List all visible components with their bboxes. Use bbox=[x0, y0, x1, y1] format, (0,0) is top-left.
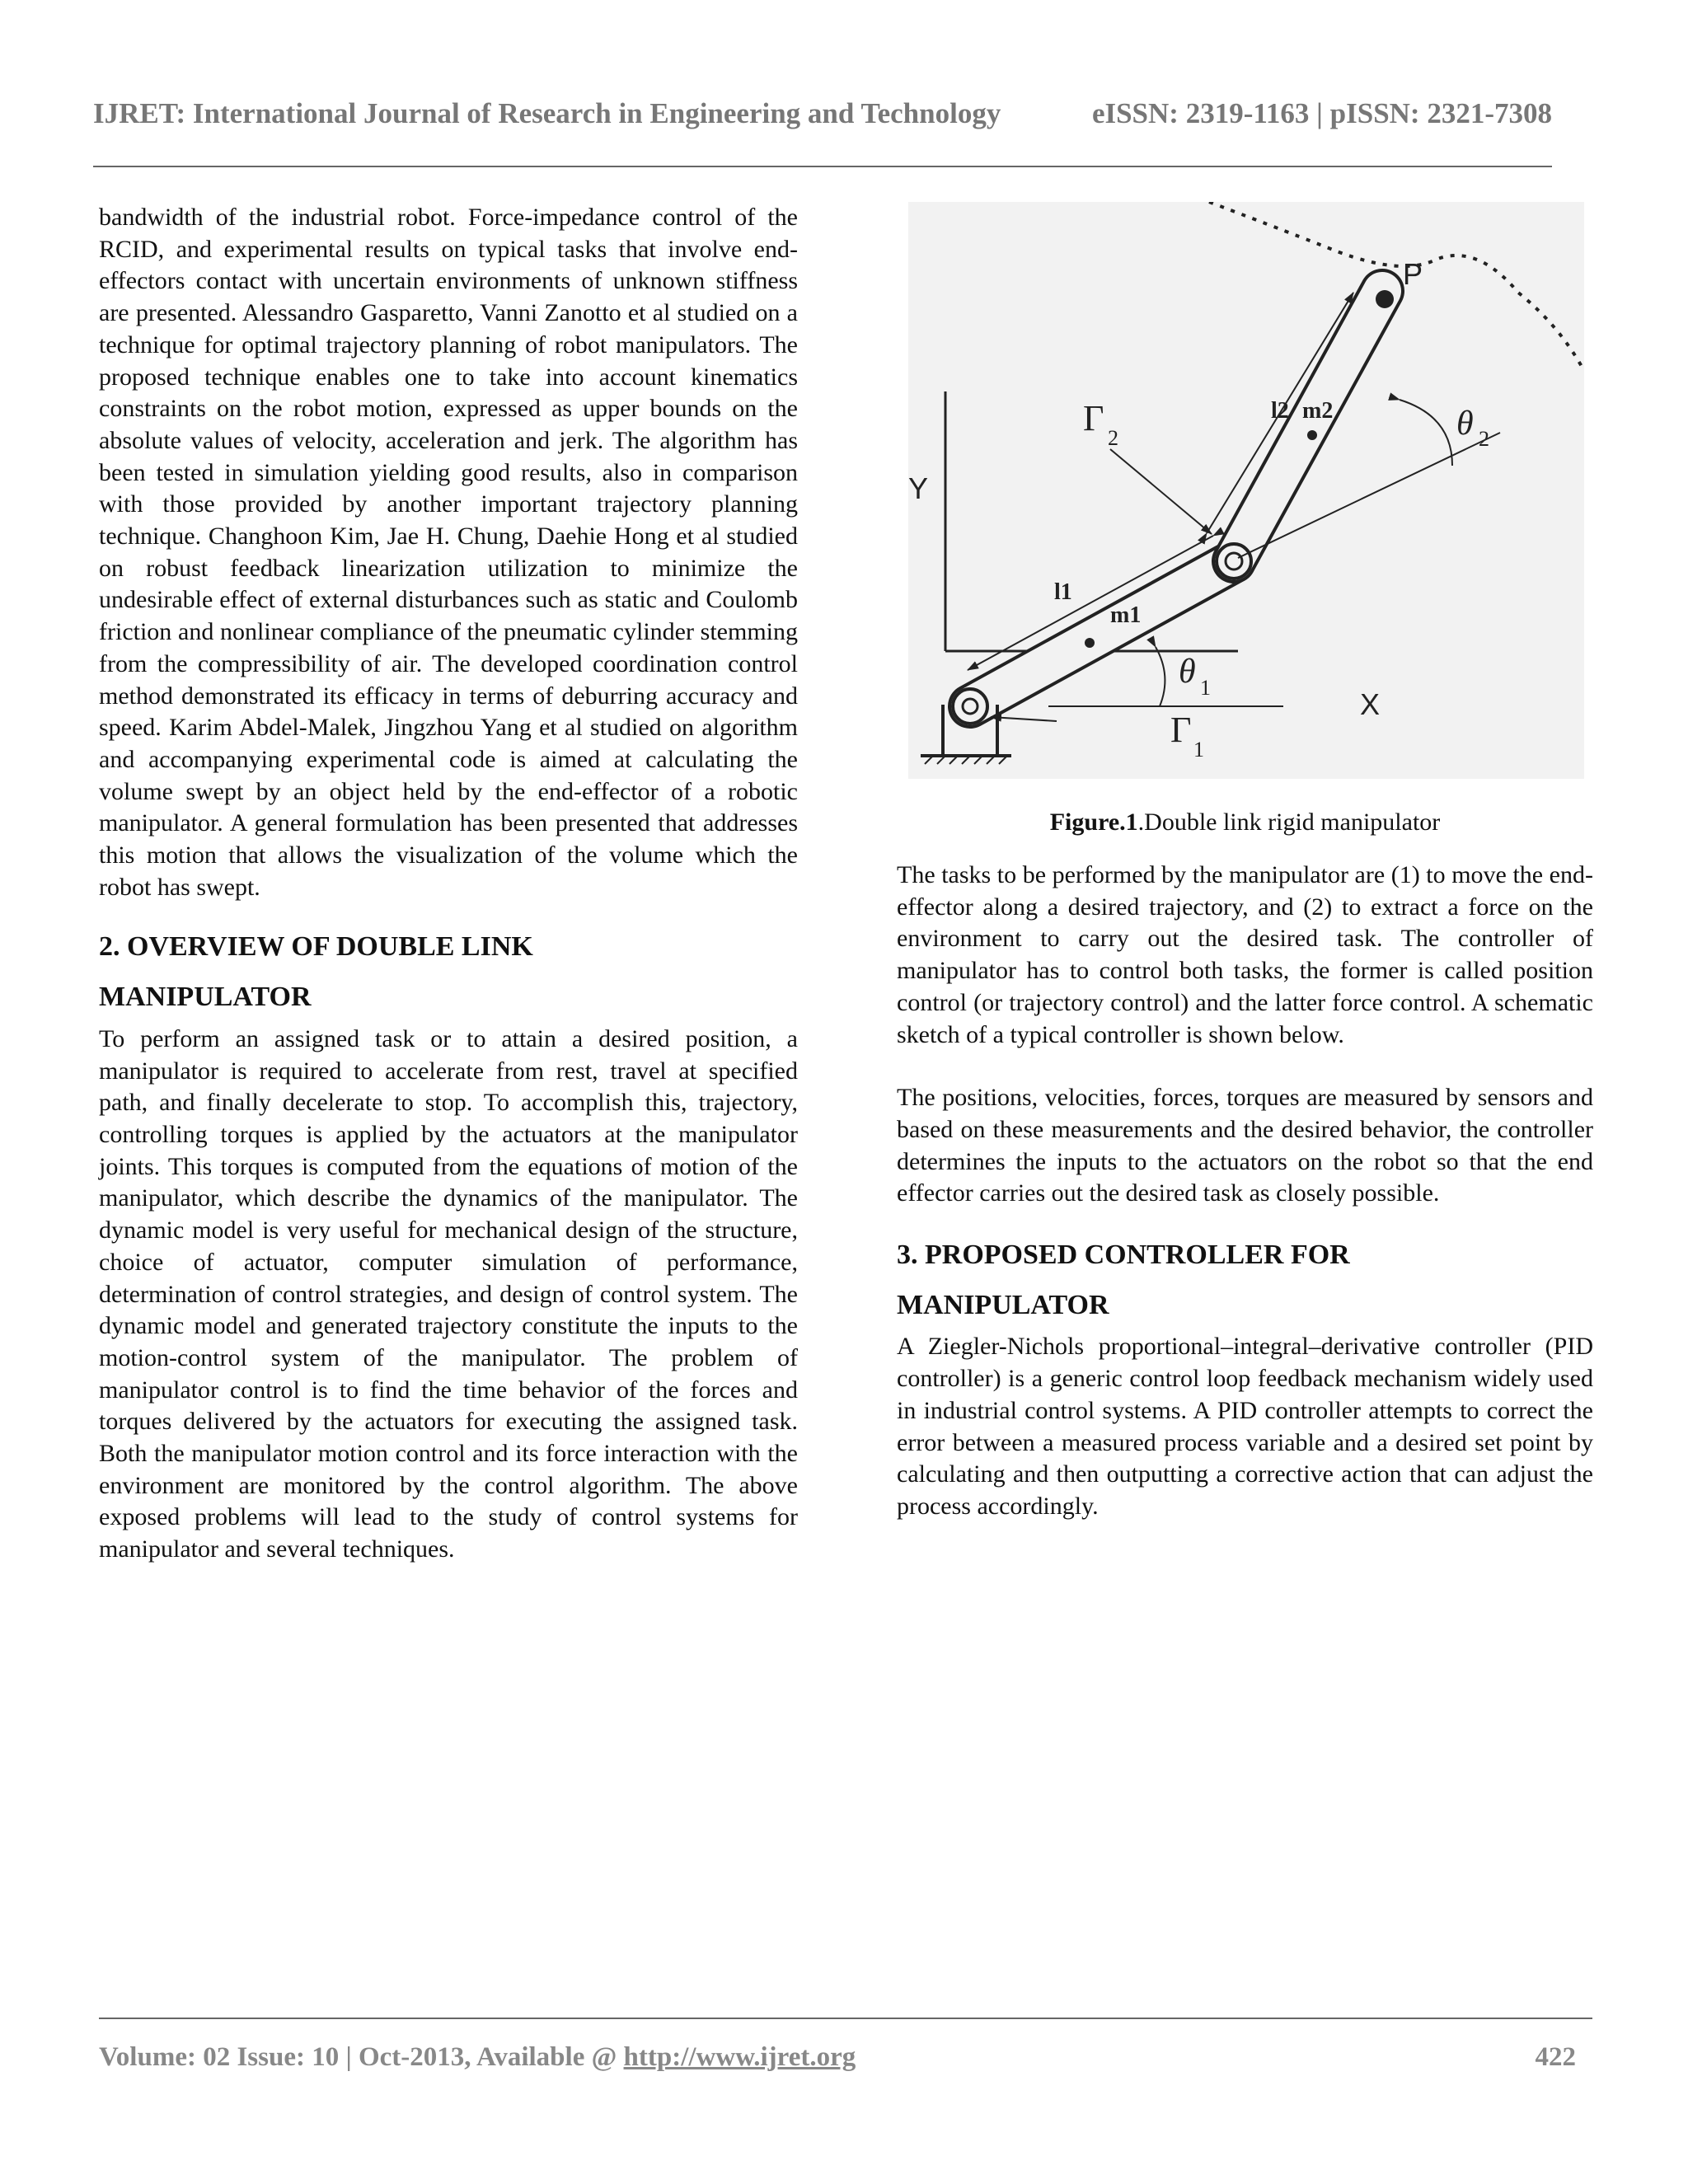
body-paragraph: To perform an assigned task or to attain a desired position, a manipulator is required to accelerate from rest, travel at specified path, and finally decelerate to stop. To accomplish this, trajectory, controlling torques is applied by the actuators at the manipulator joints. This torques is computed from the equations of motion of the manipulator, which describe the dynamics of the manipulator. The dynamic model is very useful for mechanical design of the structure, choice of actuator, computer simulation of performance, determination of control strategies, and design of control system. The dynamic model and generated trajectory constitute the inputs to the motion-control system of the manipulator. The problem of manipulator control is to find the time behavior of the forces and torques delivered by the actuators for executing the assigned task. Both the manipulator motion control and its force interaction with the environment are monitored by the control algorithm. The above exposed problems will lead to the study of control systems for manipulator and several techniques. bbox=[99, 1024, 798, 1563]
label-gamma2: Γ bbox=[1083, 398, 1104, 438]
label-gamma2-sub: 2 bbox=[1108, 426, 1118, 450]
page-number: 422 bbox=[1535, 2042, 1576, 2072]
footer-link[interactable]: http://www.ijret.org bbox=[623, 2042, 856, 2072]
header-rule bbox=[93, 166, 1552, 167]
body-paragraph: A Ziegler-Nichols proportional–integral–derivative controller (PID controller) is a generic control loop feedback mechanism widely used in industrial control systems. A PID controller attempts to correct the error between a measured process variable and a desired set point by calculating and then outputting a corrective action that can adjust the process accordingly. bbox=[897, 1333, 1593, 1520]
label-gamma1: Γ bbox=[1170, 710, 1192, 750]
body-paragraph: The tasks to be performed by the manipulator are (1) to move the end-effector along a desired trajectory, and (2) to extract a force on the environment to carry out the desired task. The controller of manipulator has to control both tasks, the former is called position control (or trajectory control) and the latter force control. A schematic sketch of a typical controller is shown below. bbox=[897, 861, 1593, 1048]
label-l1: l1 bbox=[1054, 579, 1072, 605]
figure-caption-text: .Double link rigid manipulator bbox=[1137, 808, 1441, 836]
right-column bbox=[897, 860, 1593, 1523]
label-theta2: θ bbox=[1456, 405, 1474, 443]
manipulator-diagram bbox=[908, 202, 1584, 779]
elbow-joint bbox=[1217, 544, 1251, 579]
section-heading-line: 2. OVERVIEW OF DOUBLE LINK bbox=[99, 931, 533, 963]
mass-1-center bbox=[1085, 638, 1095, 648]
section-heading-line: MANIPULATOR bbox=[99, 982, 312, 1013]
label-l2: l2 bbox=[1271, 398, 1289, 424]
body-paragraph: bandwidth of the industrial robot. Force-impedance control of the RCID, and experimental results on typical tasks that involve end-effectors contact with uncertain environments of unknown stiffness are presented. Alessandro Gasparetto, Vanni Zanotto et al studied on a technique for optimal trajectory planning of robot manipulators. The proposed technique enables one to take into account kinematics constraints on the robot motion, expressed as upper bounds on the absolute values of velocity, acceleration and jerk. The algorithm has been tested in simulation yielding good results, also in comparison with those provided by another important trajectory planning technique. Changhoon Kim, Jae H. Chung, Daehie Hong et al studied on robust feedback linearization utilization to minimize the undesirable effect of external disturbances such as static and Coulomb friction and nonlinear compliance of the pneumatic cylinder stemming from the compressibility of air. The developed coordination control method demonstrated its efficacy in terms of deburring accuracy and speed. Karim Abdel-Malek, Jingzhou Yang et al studied on algorithm and accompanying experimental code is aimed at calculating the volume swept by an object held by the end-effector of a robotic manipulator. A general formulation has been presented that addresses this motion that allows the visualization of the volume which the robot has swept. bbox=[99, 204, 798, 901]
journal-title: IJRET: International Journal of Research in Engineering and Technology bbox=[93, 97, 1001, 129]
mass-2-center bbox=[1307, 430, 1317, 440]
label-theta1-sub: 1 bbox=[1200, 676, 1211, 700]
end-effector bbox=[1376, 290, 1394, 308]
section-heading bbox=[99, 982, 798, 1014]
section-heading bbox=[99, 931, 798, 963]
figure-caption-label: Figure.1 bbox=[1049, 808, 1138, 836]
label-theta2-sub: 2 bbox=[1479, 427, 1489, 451]
issn-info: eISSN: 2319-1163 | pISSN: 2321-7308 bbox=[1091, 97, 1552, 129]
label-x: X bbox=[1360, 687, 1381, 721]
left-column bbox=[99, 202, 798, 1566]
footer-rule bbox=[99, 2018, 1592, 2019]
footer-volume-info: Volume: 02 Issue: 10 | Oct-2013, Available @ bbox=[99, 2042, 624, 2072]
label-y: Y bbox=[908, 471, 929, 505]
section-heading-line: 3. PROPOSED CONTROLLER FOR bbox=[897, 1240, 1350, 1271]
figure-caption bbox=[897, 808, 1593, 837]
section-heading bbox=[897, 1240, 1593, 1272]
body-paragraph: The positions, velocities, forces, torques are measured by sensors and based on these measurements and the desired behavior, the controller determines the inputs to the actuators on the robot so that the end effector carries out the desired task as closely possible. bbox=[897, 1084, 1593, 1207]
page-footer bbox=[99, 2042, 1576, 2073]
section-heading bbox=[897, 1290, 1593, 1322]
label-theta1: θ bbox=[1179, 653, 1196, 691]
label-m1: m1 bbox=[1110, 602, 1142, 628]
base-joint bbox=[953, 689, 987, 724]
label-m2: m2 bbox=[1302, 398, 1334, 424]
label-p: P bbox=[1403, 257, 1423, 291]
figure-1 bbox=[897, 202, 1593, 837]
label-gamma1-sub: 1 bbox=[1193, 738, 1204, 762]
section-heading-line: MANIPULATOR bbox=[897, 1289, 1109, 1320]
